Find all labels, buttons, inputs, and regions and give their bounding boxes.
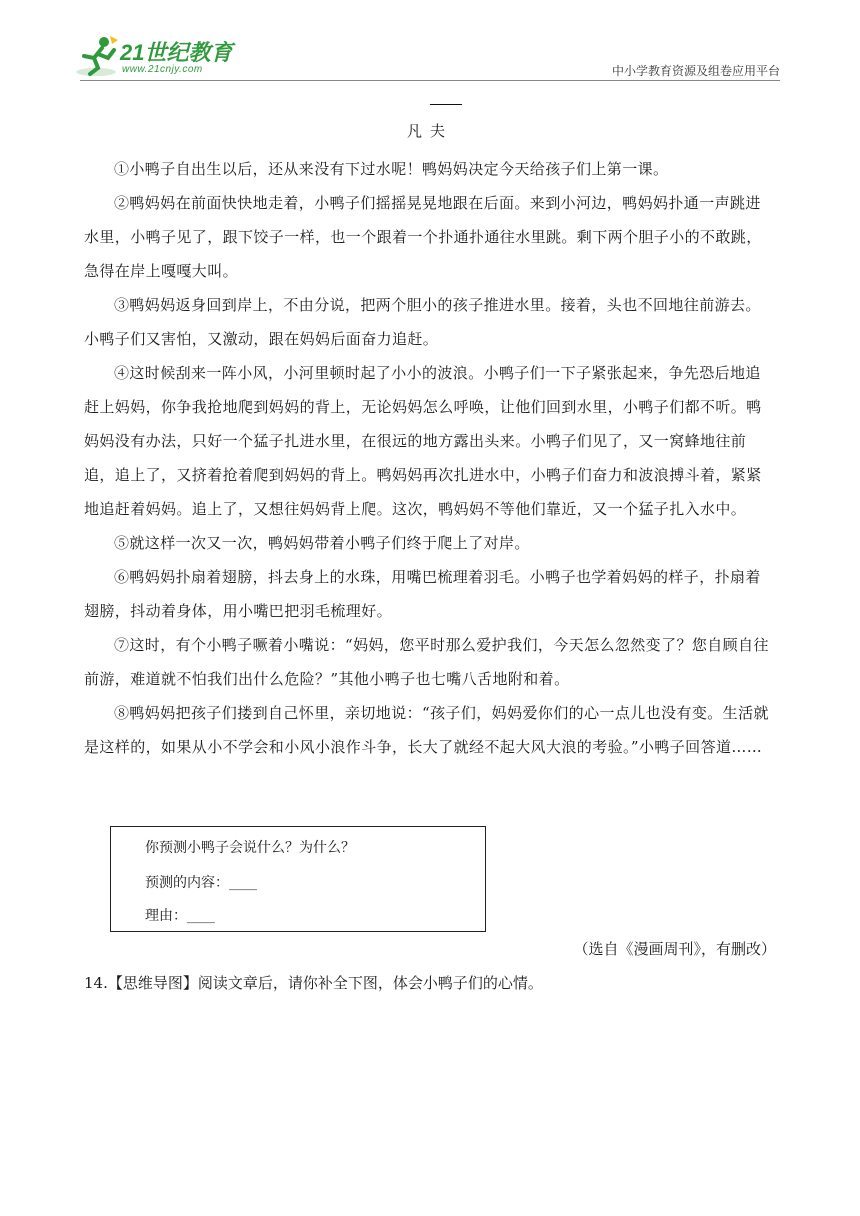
prediction-content-field[interactable]: 预测的内容：____ [145,875,257,891]
article-author: 凡夫 [406,122,453,140]
header-divider [80,80,780,81]
paragraph-6: ⑥鸭妈妈扑扇着翅膀，抖去身上的水珠，用嘴巴梳理着羽毛。小鸭子也学着妈妈的样子，扑扇着翅膀，抖动着身体，用小嘴巴把羽毛梳理好。 [84,568,761,620]
title-blank-line [430,104,462,105]
prediction-reason-field[interactable]: 理由：____ [145,908,215,924]
paragraph-5: ⑤就这样一次又一次，鸭妈妈带着小鸭子们终于爬上了对岸。 [114,534,530,552]
logo-url: www.21cnjy.com [122,64,203,75]
question-14: 14.【思维导图】阅读文章后，请你补全下图，体会小鸭子们的心情。 [84,974,543,992]
prediction-question-box [110,826,486,932]
paragraph-1: ①小鸭子自出生以后，还从来没有下过水呢！鸭妈妈决定今天给孩子们上第一课。 [114,160,669,178]
logo-text: 21世纪教育 [120,40,233,65]
runner-icon [74,34,120,78]
header-platform-name: 中小学教育资源及组卷应用平台 [611,64,780,78]
paragraph-4: ④这时候刮来一阵小风，小河里顿时起了小小的波浪。小鸭子们一下子紧张起来，争先恐后地追赶上妈妈，你争我抢地爬到妈妈的背上，无论妈妈怎么呼唤，让他们回到水里，小鸭子们都不听。鸭妈妈没有办法，只好一个猛子扎进水里，在很远的地方露出头来。小鸭子们见了，又一窝蜂地往前追，追上了，又挤着抢着爬到妈妈的背上。鸭妈妈再次扎进水中，小鸭子们奋力和波浪搏斗着，紧紧地追赶着妈妈。追上了，又想往妈妈背上爬。这次，鸭妈妈不等他们靠近，又一个猛子扎入水中。 [84,364,762,518]
paragraph-2: ②鸭妈妈在前面快快地走着，小鸭子们摇摇晃晃地跟在后面。来到小河边，鸭妈妈扑通一声跳进水里，小鸭子见了，跟下饺子一样，也一个跟着一个扑通扑通往水里跳。剩下两个胆子小的不敢跳，急得在岸上嘎嘎大叫。 [84,194,762,280]
page-header [0,0,860,86]
paragraph-3: ③鸭妈妈返身回到岸上，不由分说，把两个胆小的孩子推进水里。接着，头也不回地往前游去。小鸭子们又害怕，又激动，跟在妈妈后面奋力追赶。 [84,296,761,348]
paragraph-7: ⑦这时，有个小鸭子噘着小嘴说：“妈妈，您平时那么爱护我们，今天怎么忽然变了？您自顾自往前游，难道就不怕我们出什么危险？”其他小鸭子也七嘴八舌地附和着。 [84,636,769,688]
site-logo [74,34,244,80]
paragraph-8: ⑧鸭妈妈把孩子们搂到自己怀里，亲切地说：“孩子们，妈妈爱你们的心一点儿也没有变。生活就是这样的，如果从小不学会和小风小浪作斗争，长大了就经不起大风大浪的考验。”小鸭子回答道…… [84,704,769,756]
prediction-prompt: 你预测小鸭子会说什么？为什么？ [145,840,355,856]
source-note: （选自《漫画周刊》，有删改） [573,940,776,958]
article-body [84,152,774,764]
